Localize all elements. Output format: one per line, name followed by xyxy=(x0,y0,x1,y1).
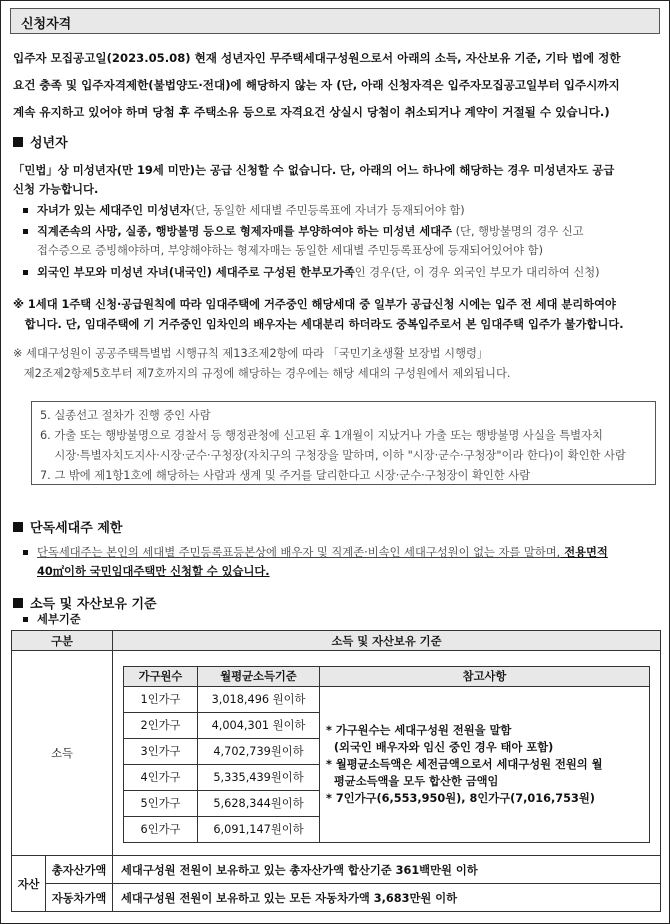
table-row: 1인가구 3,018,496 원이하 * 가구원수는 세대구성원 전원을 말함 (외국인 배우자와 임신 중인 경우 태아 포함) * 월평균소득액은 세전금액으로서 세대구성원 전원의 월 평균소득액을 모두 합산한 금액임 * 7인가구(6,553,950원), 8인가구(7,016,753원) xyxy=(124,686,650,712)
bullet-icon xyxy=(23,229,28,234)
table-row: 4인가구 5,335,439원이하 xyxy=(124,764,650,790)
list-item: 단독세대주는 본인의 세대별 주민등록표등본상에 배우자 및 직계존·비속인 세대구성원이 없는 자를 말하며, 전용면적 40㎡이하 국민임대주택만 신청할 수 있습니다. xyxy=(23,543,659,581)
table-row: 자동차가액 세대구성원 전원이 보유하고 있는 모든 자동차가액 3,683만원 이하 xyxy=(12,884,661,912)
bullet-icon xyxy=(23,270,28,275)
income-criteria-cell xyxy=(113,651,661,856)
criteria-table xyxy=(11,630,661,912)
table-row: 2인가구 4,004,301 원이하 xyxy=(124,712,650,738)
bullet-icon xyxy=(23,617,28,622)
minor-paragraph: 「민법」상 미성년자(만 19세 미만)는 공급 신청할 수 없습니다. 단, 아래의 어느 하나에 해당하는 경우 미성년자도 공급 신청 가능합니다. xyxy=(13,163,615,196)
square-bullet-icon xyxy=(13,522,23,532)
subheading-criteria: 세부기준 xyxy=(23,610,659,629)
intro-line: 요건 충족 및 입주자격제한(불법양도·전대)에 해당하지 않는 자 (단, 아래 신청자격은 입주자모집공고일부터 입주시까지 xyxy=(13,78,620,92)
table-row: 3인가구 4,702,739원이하 xyxy=(124,738,650,764)
row-label-assets: 자산 xyxy=(12,856,46,912)
quoted-regulation-box: 5. 실종선고 절차가 진행 중인 사람 6. 가출 또는 행방불명으로 경찰서 등 행정관청에 신고된 후 1개월이 지났거나 가출 또는 행방불명 사실을 특별자치 시장·특별자치도지사·시장·군수·구청장(자치구의 구청장을 말하며, 이하 "시장·군수·구청장"이라 한다)이 확인한 사람 7. 그 밖에 제1항1호에 해당하는 사람과 생계 및 주거를 달리한다고 시장·군수·구청장이 확인한 사람 xyxy=(31,401,656,485)
col-header-income-limit: 월평균소득기준 xyxy=(198,666,320,686)
square-bullet-icon xyxy=(13,137,23,147)
heading-minor: 성년자 xyxy=(13,132,68,151)
income-table xyxy=(123,666,650,843)
notes-cell: * 가구원수는 세대구성원 전원을 말함 (외국인 배우자와 임신 중인 경우 태아 포함) * 월평균소득액은 세전금액으로서 세대구성원 전원의 월 평균소득액을 모두 합산한 금액임 * 7인가구(6,553,950원), 8인가구(7,016,753원) xyxy=(320,686,650,842)
heading-income-assets: 소득 및 자산보유 기준 xyxy=(13,593,157,612)
note-exclusion: ※ 세대구성원이 공공주택특별법 시행규칙 제13조제2항에 따라 「국민기초생활 보장법 시행령」 제2조제2항제5호부터 제7호까지의 규정에 해당하는 경우에는 해당 세대의 구성원에서 제외됩니다. xyxy=(13,347,511,380)
intro-line: 입주자 모집공고일(2023.05.08) 현재 성년자인 무주택세대구성원으로서 아래의 소득, 자산보유 기준, 기타 법에 정한 xyxy=(13,51,621,65)
col-header-notes: 참고사항 xyxy=(320,666,650,686)
list-item: 직계존속의 사망, 실종, 행방불명 등으로 형제자매를 부양하여야 하는 미성년 세대주 (단, 행방불명의 경우 신고 접수증으로 증빙해야하며, 부양해야하는 형제자매는 동일한 세대별 주민등록표상에 등재되어있어야 함) xyxy=(23,222,659,260)
col-header-household-size: 가구원수 xyxy=(124,666,198,686)
col-header-division: 구분 xyxy=(12,631,113,651)
col-header-criteria: 소득 및 자산보유 기준 xyxy=(113,631,661,651)
table-row: 자산 총자산가액 세대구성원 전원이 보유하고 있는 총자산가액 합산기준 361백만원 이하 xyxy=(12,856,661,884)
intro-line: 계속 유지하고 있어야 하며 당첨 후 주택소유 등으로 자격요건 상실시 당첨이 취소되거나 계약이 거절될 수 있습니다.) xyxy=(13,105,610,119)
heading-single-household: 단독세대주 제한 xyxy=(13,517,122,536)
bullet-icon xyxy=(23,550,28,555)
table-row: 5인가구 5,628,344원이하 xyxy=(124,790,650,816)
square-bullet-icon xyxy=(13,598,23,608)
bullet-icon xyxy=(23,208,28,213)
section-title-box xyxy=(10,8,660,34)
section-title: 신청자격 xyxy=(21,17,72,32)
table-row: 6인가구 6,091,147원이하 xyxy=(124,816,650,842)
note-household: ※ 1세대 1주택 신청·공급원칙에 따라 임대주택에 거주중인 해당세대 중 일부가 공급신청 시에는 입주 전 세대 분리하여야 합니다. 단, 임대주택에 기 거주중인 임차인의 배우자는 세대분리 하더라도 중복입주로서 본 임대주택 입주가 불가합니다. xyxy=(13,298,624,331)
row-label-income: 소득 xyxy=(12,651,113,856)
list-item: 외국인 부모와 미성년 자녀(내국인) 세대주로 구성된 한부모가족인 경우(단, 이 경우 외국인 부모가 대리하여 신청) xyxy=(23,263,659,282)
list-item: 자녀가 있는 세대주인 미성년자(단, 동일한 세대별 주민등록표에 자녀가 등재되어야 함) xyxy=(23,201,659,220)
intro-paragraph xyxy=(13,45,659,126)
